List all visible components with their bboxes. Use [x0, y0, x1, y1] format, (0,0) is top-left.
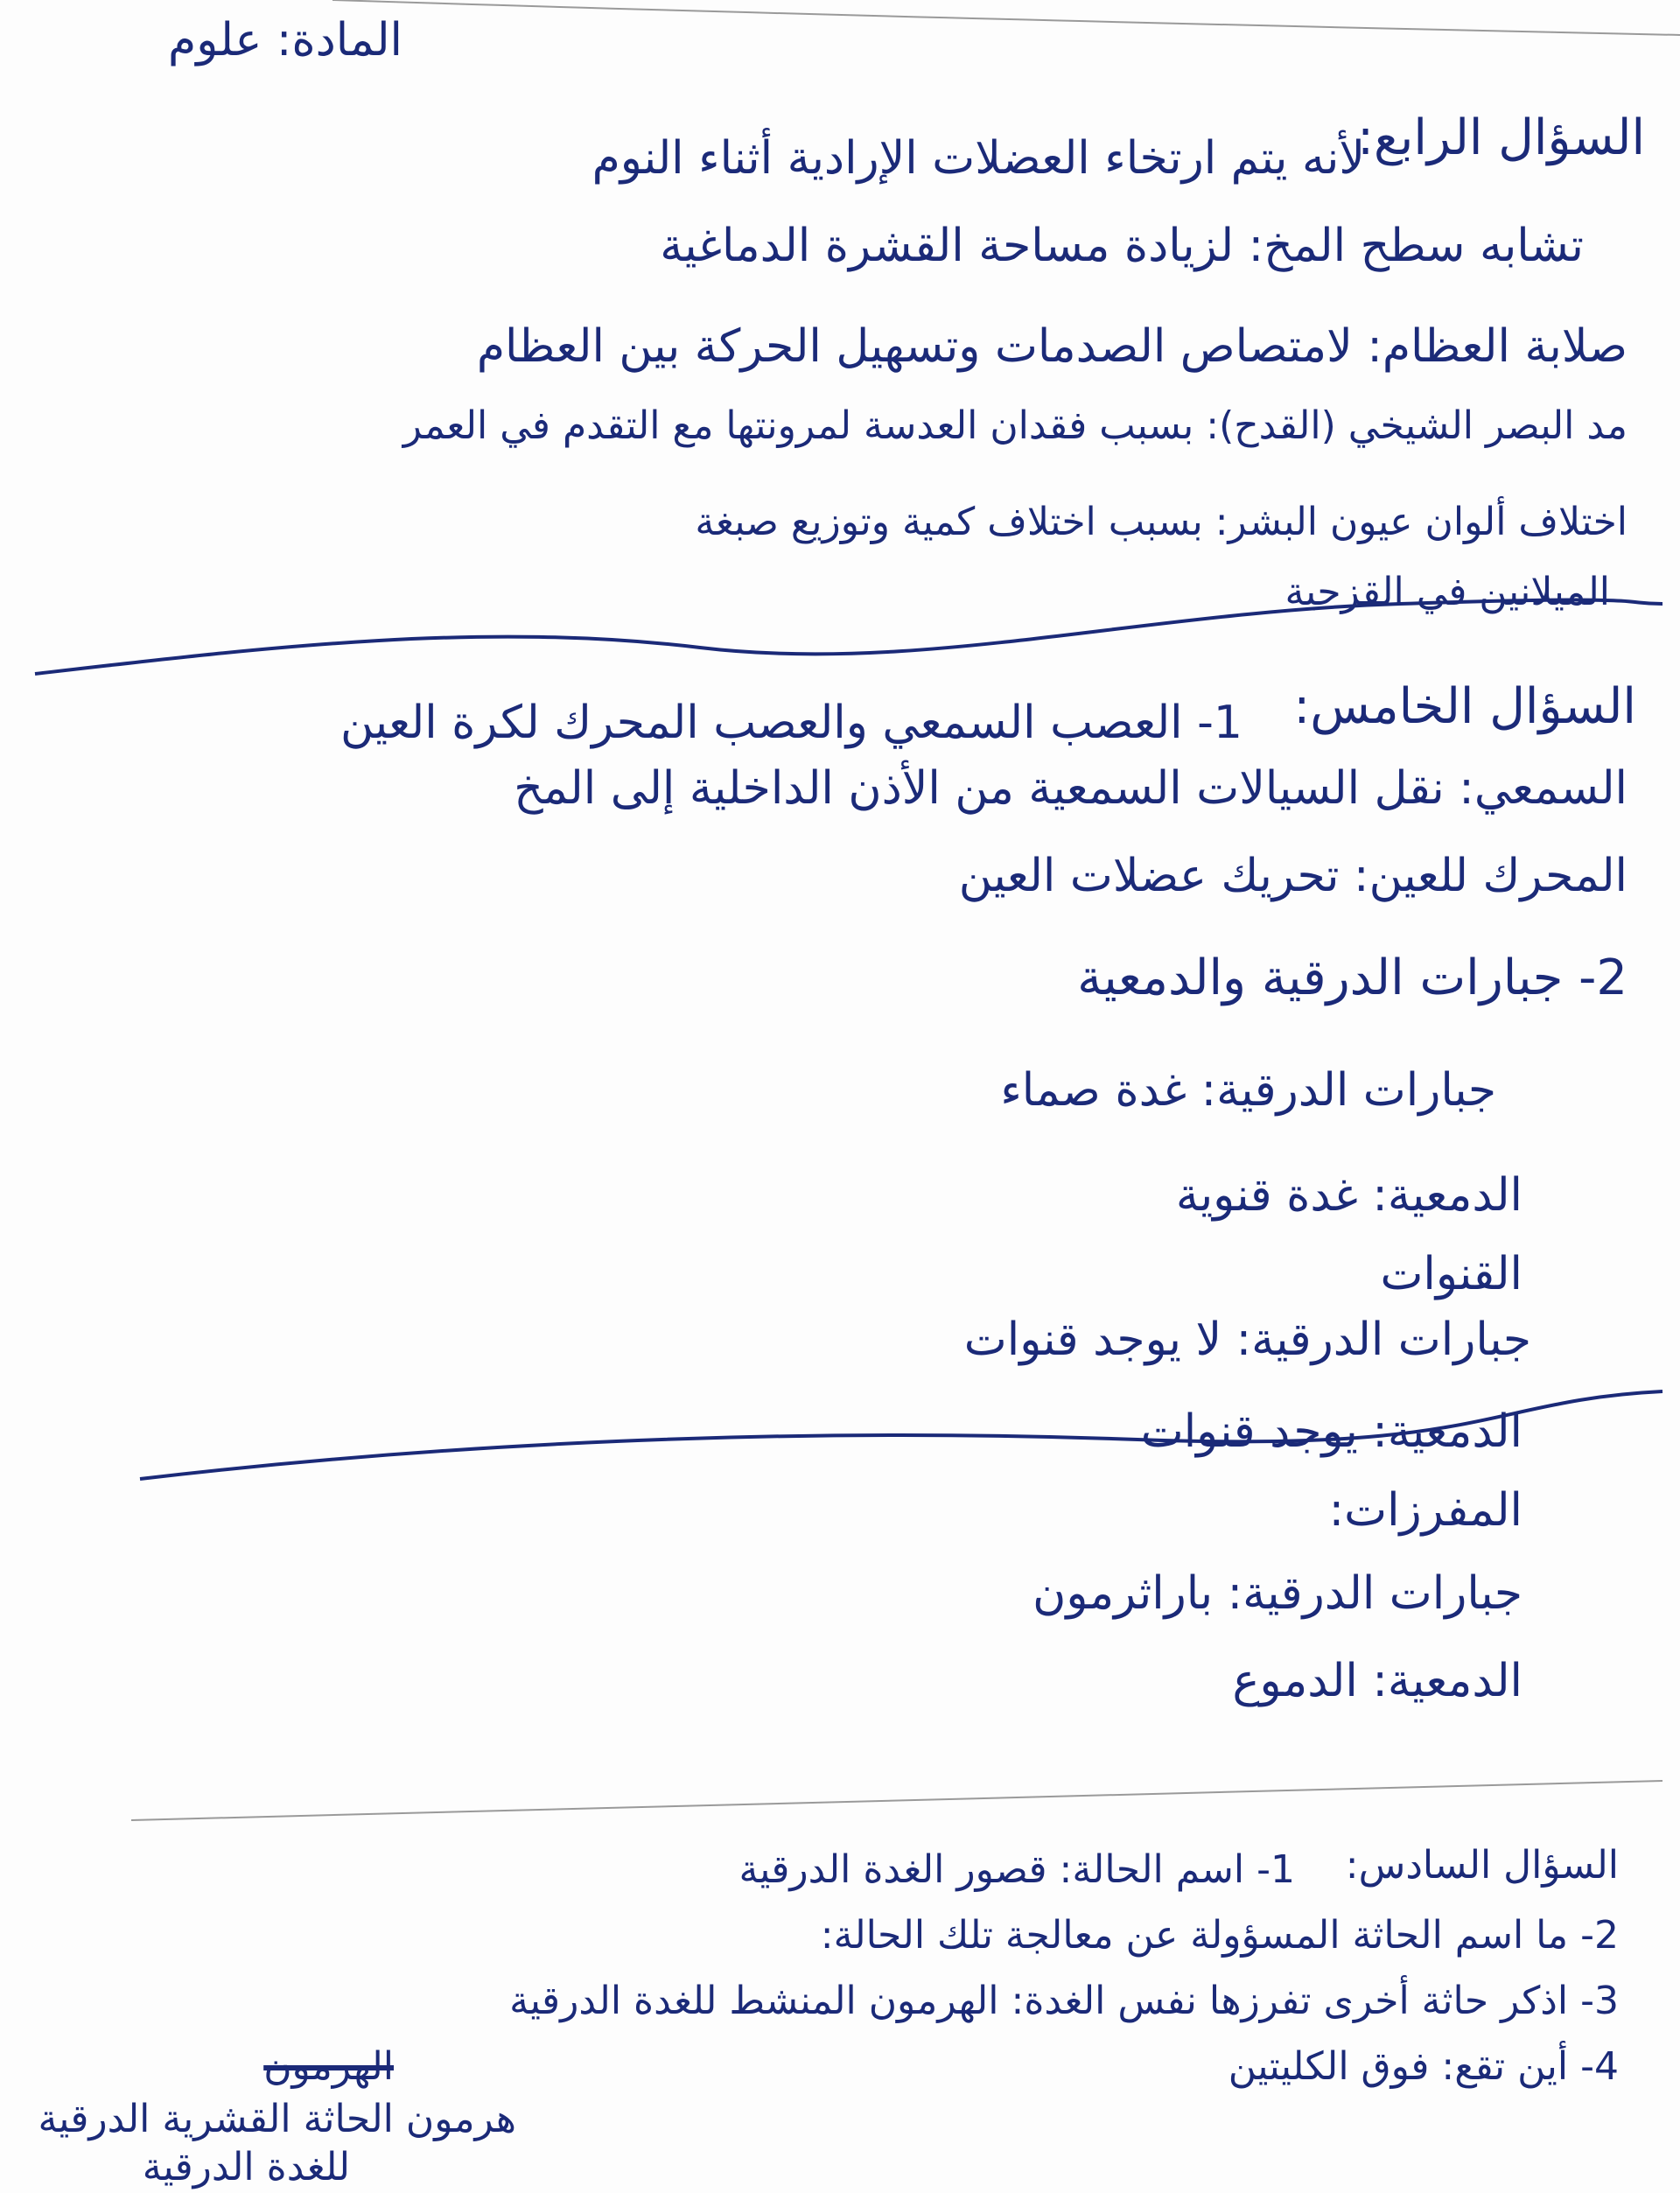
q6-line4: 4- أين تقع: فوق الكليتين [1228, 2044, 1619, 2089]
q5-line10: المفرزات: [1328, 1484, 1522, 1537]
q4-line6: الميلانين في القزحية [1284, 570, 1610, 614]
divider-line-3 [131, 1781, 1662, 1820]
q5-line8: جبارات الدرقية: لا يوجد قنوات [963, 1314, 1531, 1366]
q4-line4: مد البصر الشيخي (القدح): بسبب فقدان العدسة لمرونتها مع التقدم في العمر [402, 403, 1628, 448]
q6-line3: 3- اذكر حاثة أخرى تفرزها نفس الغدة: الهرمون المنشط للغدة الدرقية [509, 1979, 1619, 2023]
q4-line2: تشابه سطح المخ: لزيادة مساحة القشرة الدماغية [660, 220, 1584, 272]
q5-line1: 1- العصب السمعي والعصب المحرك لكرة العين [340, 697, 1242, 749]
q6-side-note-1: هرمون الحاثة القشرية الدرقية [38, 2097, 516, 2141]
q4-line1: لأنه يتم ارتخاء العضلات الإرادية أثناء النوم [592, 132, 1365, 185]
q5-line11: جبارات الدرقية: باراثرمون [1032, 1567, 1522, 1620]
q5-line9: الدمعية: يوجد قنوات [1140, 1405, 1522, 1458]
q5-line5: جبارات الدرقية: غدة صماء [1000, 1064, 1496, 1117]
q5-line6: الدمعية: غدة قنوية [1175, 1169, 1522, 1222]
q6-side-note-2: للغدة الدرقية [142, 2145, 350, 2189]
q5-line2: السمعي: نقل السيالات السمعية من الأذن الداخلية إلى المخ [514, 762, 1628, 815]
q6-title: السؤال السادس: [1345, 1843, 1619, 1888]
q4-line3: صلابة العظام: لامتصاص الصدمات وتسهيل الحركة بين العظام [476, 320, 1628, 373]
q5-line4: 2- جبارات الدرقية والدمعية [1077, 949, 1628, 1006]
q6-line2: 2- ما اسم الحاثة المسؤولة عن معالجة تلك الحالة: [820, 1913, 1619, 1958]
top-edge-line [332, 0, 1680, 35]
q4-title: السؤال الرابع: [1357, 109, 1645, 166]
q6-crossed-word: الهرمون [263, 2044, 394, 2089]
q5-line12: الدمعية: الدموع [1232, 1655, 1522, 1707]
q5-title: السؤال الخامس: [1293, 678, 1636, 735]
q5-line3: المحرك للعين: تحريك عضلات العين [958, 850, 1628, 902]
subject-header: المادة: علوم [168, 14, 402, 67]
q6-line1: 1- اسم الحالة: قصور الغدة الدرقية [738, 1847, 1295, 1892]
q5-line7: القنوات [1380, 1248, 1522, 1300]
q4-line5: اختلاف ألوان عيون البشر: بسبب اختلاف كمية وتوزيع صبغة [695, 500, 1628, 544]
